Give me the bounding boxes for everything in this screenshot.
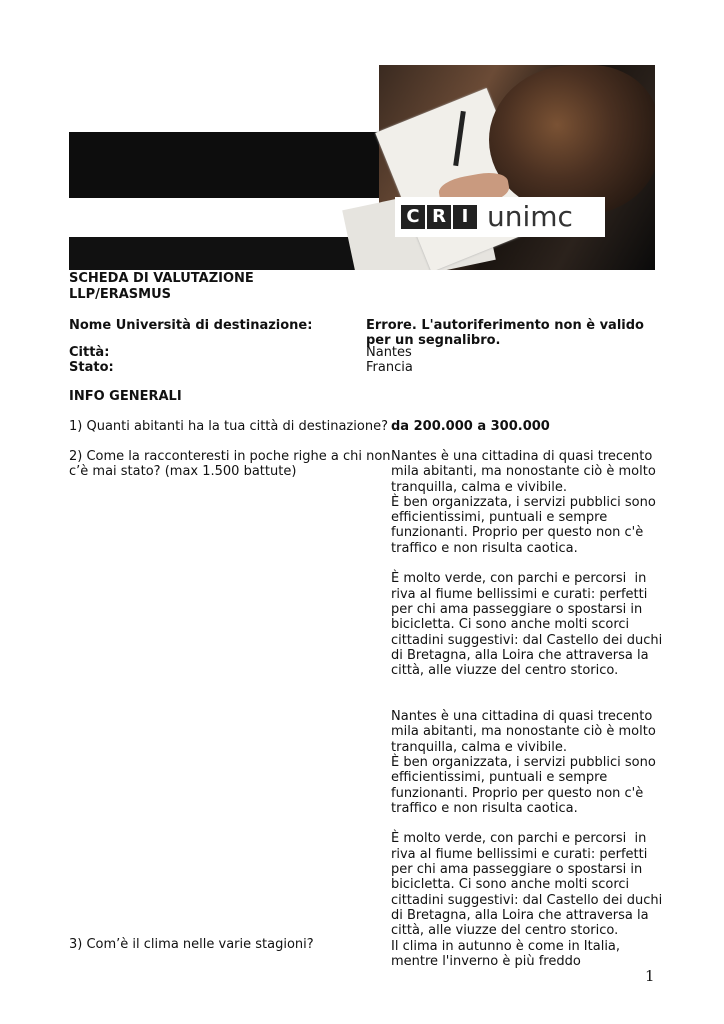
question-1: 1) Quanti abitanti ha la tua città di destinazione? <box>69 419 388 434</box>
answer-2-line: Il clima in autunno è come in Italia, <box>391 938 621 954</box>
answer-2-line: È ben organizzata, i servizi pubblici sono <box>391 494 656 510</box>
state-value: Francia <box>366 360 413 375</box>
university-value: Errore. L'autoriferimento non è valido <box>366 318 644 333</box>
answer-2-line: tranquilla, calma e vivibile. <box>391 739 568 755</box>
answer-2-line: di Bretagna, alla Loira che attraversa la <box>391 647 649 663</box>
city-value: Nantes <box>366 345 412 360</box>
question-2-continued: c’è mai stato? (max 1.500 battute) <box>69 464 297 479</box>
answer-2-line: città, alle viuzze del centro storico. <box>391 923 619 939</box>
document-subtitle: LLP/ERASMUS <box>69 287 172 302</box>
city-label: Città: <box>69 345 110 360</box>
logo-letter: C <box>401 205 425 229</box>
answer-2-line: È molto verde, con parchi e percorsi in <box>391 831 647 847</box>
cri-unimc-logo <box>395 197 605 237</box>
logo-letter: I <box>453 205 477 229</box>
section-heading: INFO GENERALI <box>69 389 182 404</box>
question-3: 3) Com’è il clima nelle varie stagioni? <box>69 937 314 952</box>
document-title: SCHEDA DI VALUTAZIONE <box>69 271 254 286</box>
answer-2-line <box>391 816 661 831</box>
university-label: Nome Università di destinazione: <box>69 318 313 333</box>
answer-2-line: tranquilla, calma e vivibile. <box>391 479 568 495</box>
answer-2-line: mila abitanti, ma nonostante ciò è molto <box>391 724 656 740</box>
answer-2-line: mentre l'inverno è più freddo <box>391 953 581 969</box>
answer-2-line: Nantes è una cittadina di quasi trecento <box>391 709 653 725</box>
answer-2-line: traffico e non risulta caotica. <box>391 800 578 816</box>
answer-2-line: bicicletta. Ci sono anche molti scorci <box>391 617 630 633</box>
answer-2-line <box>391 678 661 693</box>
answer-2-line: per chi ama passeggiare o spostarsi in <box>391 862 643 878</box>
answer-2-line: cittadini suggestivi: dal Castello dei duchi <box>391 632 663 648</box>
answer-2-line: per chi ama passeggiare o spostarsi in <box>391 601 643 617</box>
answer-2-line: riva al fiume bellissimi e curati: perfetti <box>391 586 648 602</box>
answer-2-line <box>391 556 661 571</box>
answer-2-line: funzionanti. Proprio per questo non c'è <box>391 785 644 801</box>
answer-2-line: mila abitanti, ma nonostante ciò è molto <box>391 464 656 480</box>
answer-2 <box>391 449 661 969</box>
answer-2-line <box>391 694 661 709</box>
answer-2-line: efficientissimi, puntuali e sempre <box>391 510 608 526</box>
university-value-continued: per un segnalibro. <box>366 333 501 348</box>
answer-2-line: È ben organizzata, i servizi pubblici sono <box>391 754 656 770</box>
answer-2-line: riva al fiume bellissimi e curati: perfetti <box>391 846 648 862</box>
page-number: 1 <box>645 967 655 985</box>
answer-2-line: città, alle viuzze del centro storico. <box>391 663 619 679</box>
answer-2-line: cittadini suggestivi: dal Castello dei duchi <box>391 892 663 908</box>
answer-2-line: di Bretagna, alla Loira che attraversa la <box>391 907 649 923</box>
answer-2-line: funzionanti. Proprio per questo non c'è <box>391 525 644 541</box>
answer-2-line: Nantes è una cittadina di quasi trecento <box>391 449 653 464</box>
answer-2-line: È molto verde, con parchi e percorsi in <box>391 571 647 587</box>
answer-2-line: traffico e non risulta caotica. <box>391 540 578 556</box>
logo-letter: R <box>427 205 451 229</box>
logo-cri-letters <box>401 205 477 229</box>
answer-1: da 200.000 a 300.000 <box>391 419 550 434</box>
answer-2-line: bicicletta. Ci sono anche molti scorci <box>391 877 630 893</box>
state-label: Stato: <box>69 360 114 375</box>
header-banner <box>69 65 655 270</box>
logo-unimc-text: unimc <box>487 200 573 233</box>
answer-2-line: efficientissimi, puntuali e sempre <box>391 770 608 786</box>
question-2: 2) Come la racconteresti in poche righe a chi non <box>69 449 391 464</box>
banner-person-hair <box>489 65 655 215</box>
